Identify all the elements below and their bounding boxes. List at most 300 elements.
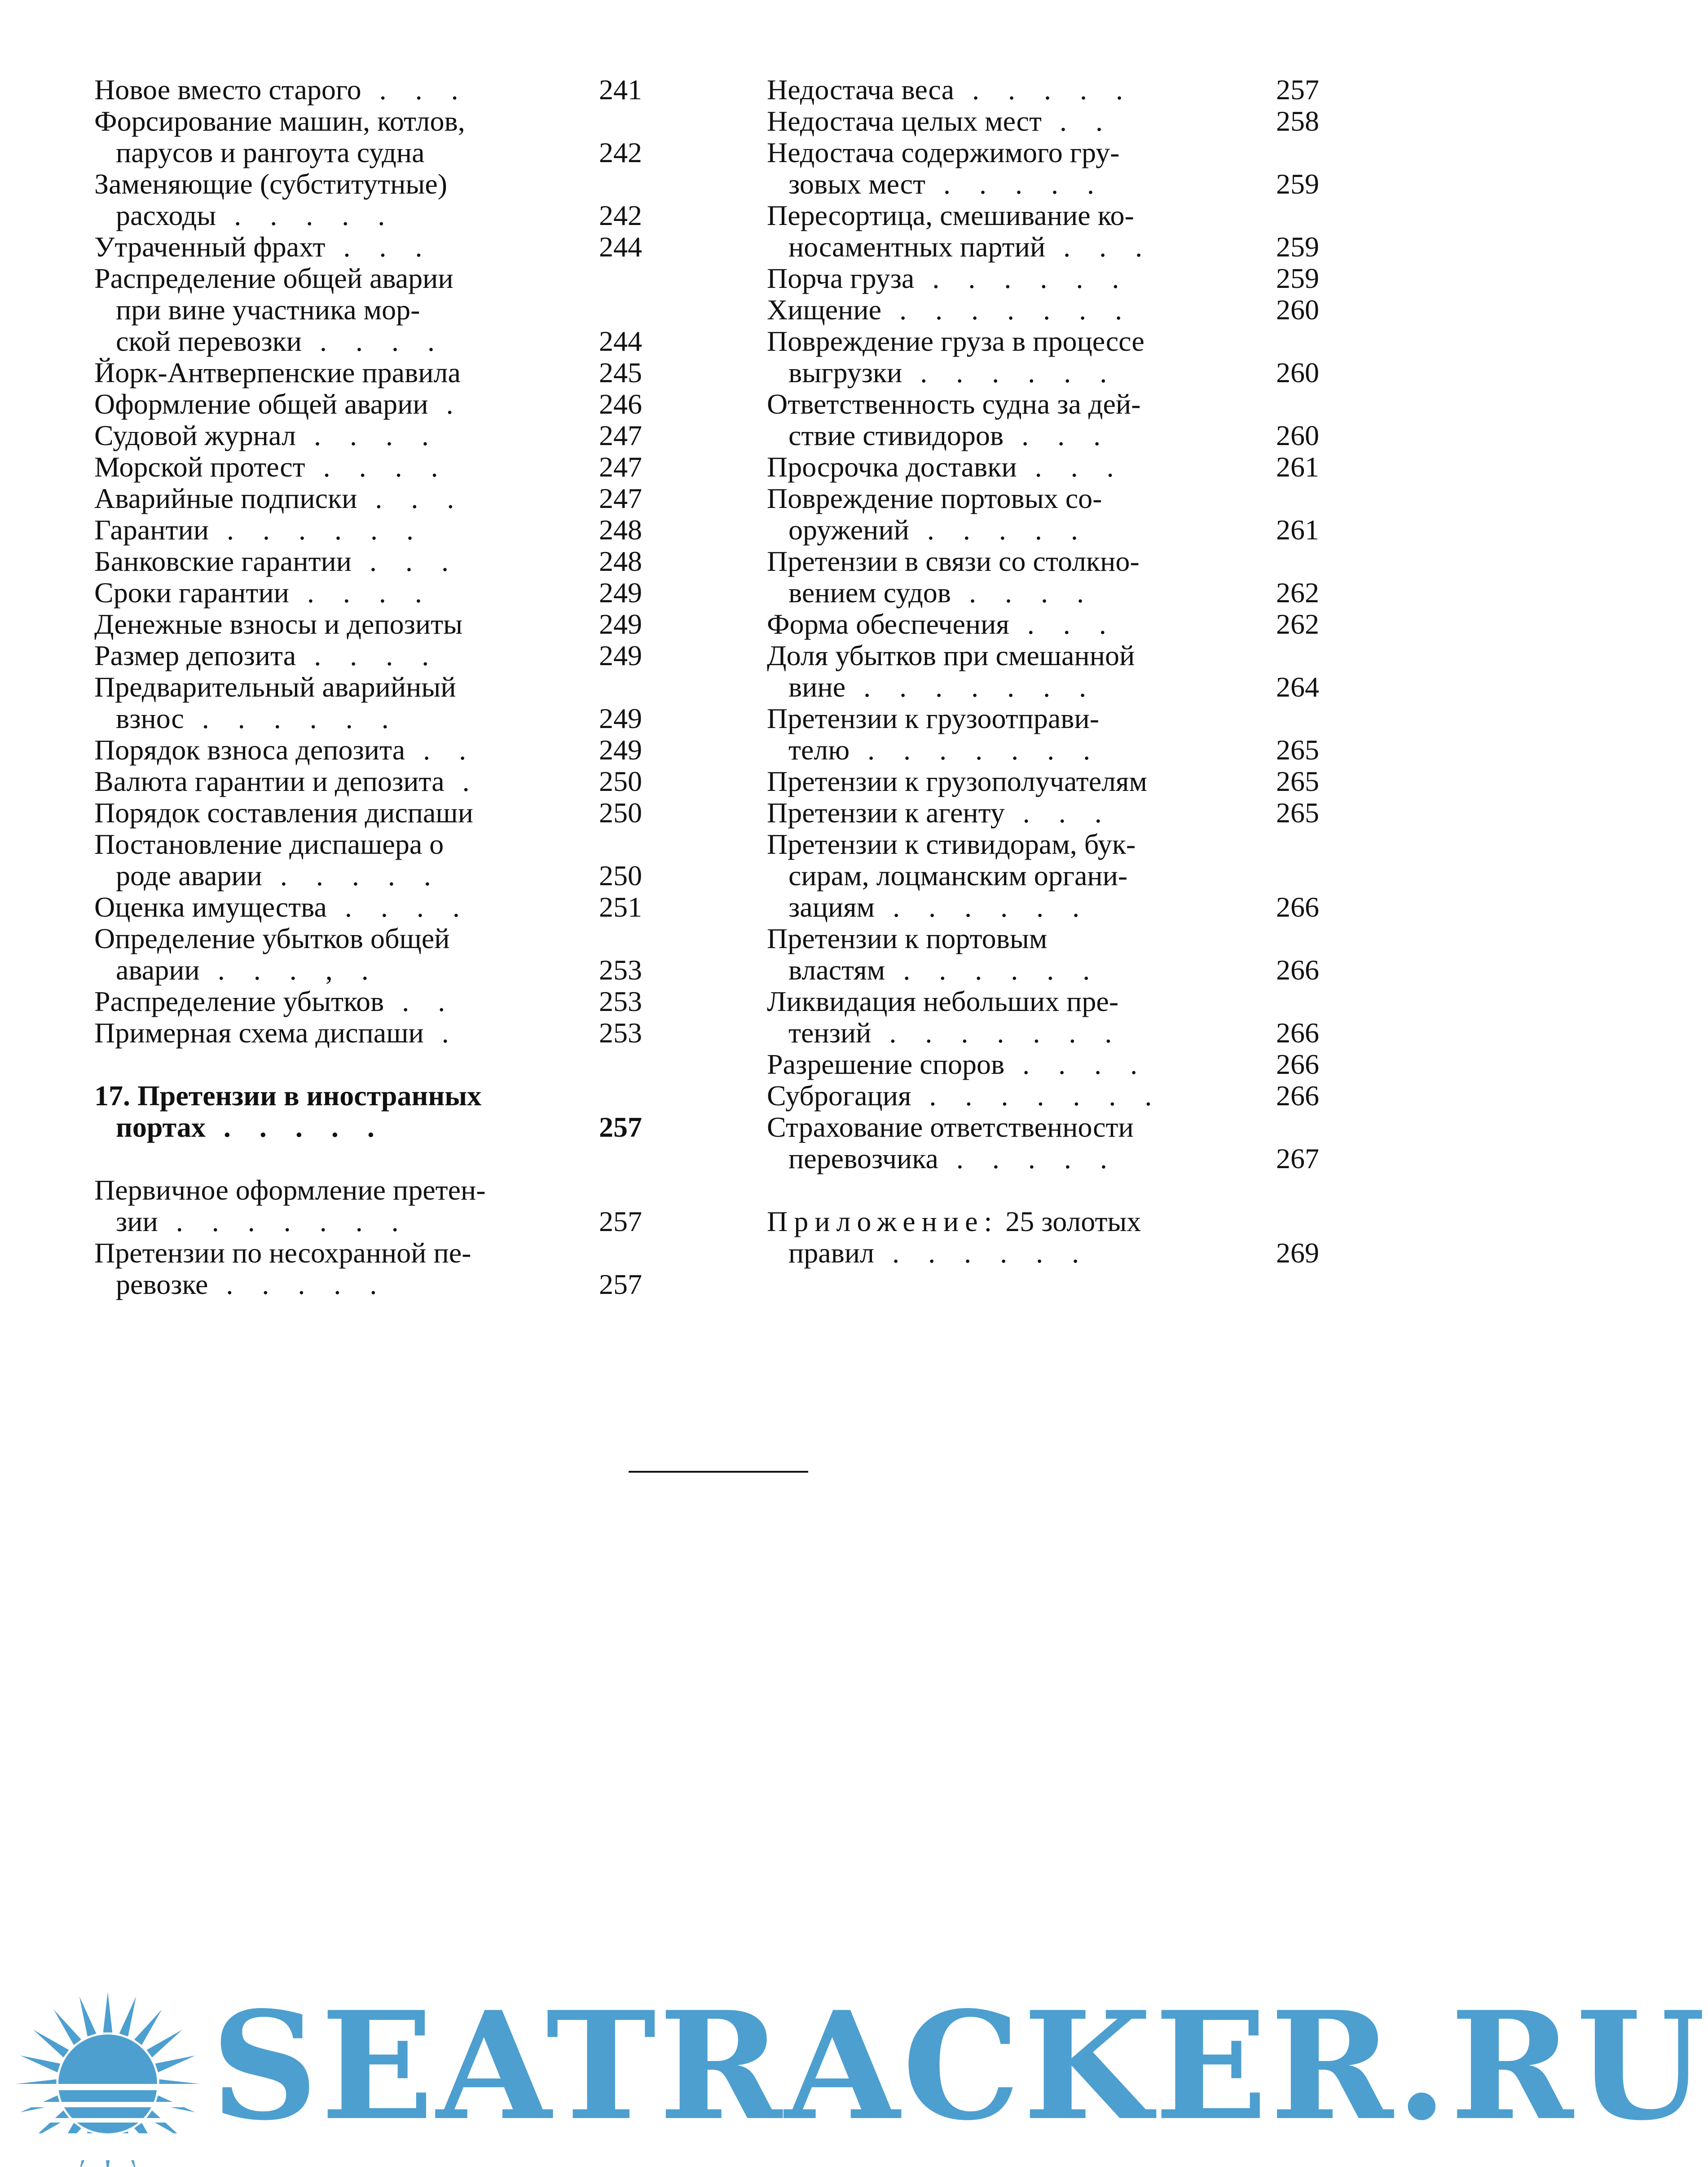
toc-page-number: 269 xyxy=(1276,1237,1319,1269)
toc-entry xyxy=(94,609,642,640)
toc-entry-line: Морской протест xyxy=(94,451,305,483)
toc-page-number: 249 xyxy=(599,577,642,609)
toc-page-number: 257 xyxy=(599,1205,642,1237)
toc-entry-last-line xyxy=(767,577,1234,609)
toc-entry-last-line xyxy=(767,609,1234,640)
toc-entry-last-line xyxy=(94,420,557,451)
toc-page-number: 266 xyxy=(1276,954,1319,986)
toc-entry-last-line xyxy=(767,954,1234,986)
toc-entry-line: Просрочка доставки xyxy=(767,451,1017,483)
toc-entry-line: властям xyxy=(788,954,885,986)
toc-entry xyxy=(767,609,1319,640)
toc-entry-title xyxy=(767,74,1252,106)
toc-page-number: 250 xyxy=(599,797,642,829)
toc-page-number: 244 xyxy=(599,325,642,357)
toc-entry xyxy=(767,137,1319,200)
toc-entry-title xyxy=(94,577,575,609)
leader-dots: . . xyxy=(384,985,456,1017)
sun-ray xyxy=(155,2056,195,2073)
leader-dots: . . . , . xyxy=(199,954,379,986)
toc-entry-last-line xyxy=(94,954,557,986)
toc-entry-line: Предварительный аварийный xyxy=(94,671,456,703)
toc-entry-line: зии xyxy=(116,1205,158,1237)
toc-entry-last-line xyxy=(767,451,1234,483)
toc-entry-title xyxy=(767,640,1252,703)
toc-entry-line: Первичное оформление претен- xyxy=(94,1174,486,1206)
toc-page-number: 266 xyxy=(1276,891,1319,923)
leader-dots: . . . . . . xyxy=(902,357,1118,388)
toc-entry-title xyxy=(94,388,575,420)
toc-entry-title xyxy=(94,766,575,797)
leader-dots: . . . xyxy=(352,545,460,577)
toc-entry-last-line xyxy=(94,577,557,609)
toc-entry-title xyxy=(94,514,575,546)
toc-entry-line: Йорк-Антверпенские правила xyxy=(94,357,461,388)
toc-entry-line: 17. Претензии в иностранных xyxy=(94,1080,482,1112)
toc-entry-title xyxy=(767,797,1252,829)
toc-entry-last-line xyxy=(767,892,1234,923)
toc-page-number: 266 xyxy=(1276,1048,1319,1080)
toc-entry-title xyxy=(94,451,575,483)
toc-entry-line: Хищение xyxy=(767,294,882,326)
sun-ray xyxy=(33,2030,69,2058)
toc-entry-line: Порча груза xyxy=(767,262,915,294)
leader-dots: . . . xyxy=(325,231,433,263)
toc-entry-last-line xyxy=(767,1143,1234,1174)
toc-entry-line: ревозке xyxy=(116,1268,208,1300)
leader-dots: . . . . xyxy=(305,451,449,483)
toc-entry-last-line xyxy=(767,74,1234,106)
toc-page-number: 267 xyxy=(1276,1143,1319,1174)
toc-entry xyxy=(94,766,642,797)
leader-dots: . . xyxy=(1042,105,1114,137)
toc-entry xyxy=(767,546,1319,609)
toc-page-number: 266 xyxy=(1276,1017,1319,1049)
toc-page-number: 249 xyxy=(599,608,642,640)
toc-entry-title xyxy=(767,451,1252,483)
toc-entry xyxy=(94,1174,642,1237)
toc-entry-title xyxy=(94,1237,575,1300)
toc-entry-last-line xyxy=(767,231,1234,263)
leader-dots: . xyxy=(423,1017,460,1049)
toc-page-number: 261 xyxy=(1276,451,1319,483)
toc-entry-line: Размер депозита xyxy=(94,640,296,671)
spacer xyxy=(767,1174,1319,1206)
toc-entry-last-line xyxy=(767,106,1234,137)
toc-entry xyxy=(94,829,642,892)
leader-dots: . . . . . . xyxy=(875,891,1091,923)
toc-entry-title xyxy=(767,137,1252,200)
toc-page-number: 264 xyxy=(1276,671,1319,703)
toc-entry xyxy=(94,577,642,609)
leader-dots: . . . . . xyxy=(938,1143,1118,1174)
toc-entry-line: Порядок составления диспаши xyxy=(94,797,473,829)
sun-logo-icon xyxy=(13,1972,202,2160)
toc-entry-line: перевозчика xyxy=(788,1143,938,1174)
toc-entry xyxy=(94,74,642,106)
toc-entry xyxy=(767,797,1319,829)
leader-dots: . . . . . xyxy=(205,1111,385,1143)
toc-entry-title xyxy=(767,766,1252,797)
toc-entry-title xyxy=(94,106,575,168)
toc-page-number: 245 xyxy=(599,357,642,388)
leader-dots: . . . xyxy=(1045,231,1153,263)
leader-dots: . . . . xyxy=(301,325,445,357)
toc-entry-title xyxy=(767,1206,1252,1269)
toc-entry-line: Претензии к агенту xyxy=(767,797,1005,829)
toc-entry xyxy=(94,357,642,388)
sun-ray xyxy=(134,2009,162,2045)
toc-entry-last-line xyxy=(94,860,557,892)
toc-entry-line: Примерная схема диспаши xyxy=(94,1017,424,1049)
leader-dots: . . . . . xyxy=(216,199,396,231)
toc-entry-line: Распределение убытков xyxy=(94,985,384,1017)
toc-entry xyxy=(94,420,642,451)
toc-entry-line: Форма обеспечения xyxy=(767,608,1009,640)
toc-entry-last-line xyxy=(767,294,1234,326)
sun-ray xyxy=(79,1996,97,2036)
toc-entry-line: Банковские гарантии xyxy=(94,545,352,577)
toc-entry-title xyxy=(94,829,575,892)
leader-dots: . . . . . . xyxy=(184,702,400,734)
toc-entry-last-line xyxy=(94,74,557,106)
toc-entry-line: Разрешение споров xyxy=(767,1048,1005,1080)
toc-page-number: 253 xyxy=(599,1017,642,1049)
toc-entry-line: Сроки гарантии xyxy=(94,577,289,609)
toc-entry-title xyxy=(767,200,1252,263)
toc-entry-line: ской перевозки xyxy=(116,325,302,357)
toc-entry-last-line xyxy=(94,200,557,231)
toc-entry-title xyxy=(94,231,575,263)
toc-entry-line: аварии xyxy=(116,954,200,986)
toc-page-number: 261 xyxy=(1276,514,1319,546)
toc-entry-line: оружений xyxy=(788,514,909,546)
toc-entry-line: при вине участника мор- xyxy=(116,294,420,326)
toc-entry xyxy=(767,451,1319,483)
toc-entry xyxy=(767,766,1319,797)
leader-dots: . . . . xyxy=(951,577,1095,609)
toc-entry-last-line xyxy=(94,451,557,483)
toc-entry-line: Недостача содержимого гру- xyxy=(767,137,1120,168)
toc-page-number: 262 xyxy=(1276,608,1319,640)
toc-entry-line: Аварийные подписки xyxy=(94,482,357,514)
toc-entry xyxy=(767,263,1319,294)
leader-dots: . . . . . . xyxy=(885,954,1101,986)
toc-entry-title xyxy=(94,609,575,640)
toc-entry-line: Суброгация xyxy=(767,1080,911,1112)
leader-dots: . . . . xyxy=(1004,1048,1149,1080)
toc-page-number: 253 xyxy=(599,985,642,1017)
toc-entry xyxy=(94,1237,642,1300)
toc-right-column xyxy=(767,74,1319,1269)
toc-entry-last-line xyxy=(767,1049,1234,1080)
toc-entry-line: Повреждение портовых со- xyxy=(767,482,1102,514)
toc-entry-title xyxy=(767,1049,1252,1080)
toc-entry-last-line xyxy=(767,1080,1234,1112)
toc-entry xyxy=(94,451,642,483)
toc-page-number: 260 xyxy=(1276,294,1319,326)
toc-page-number: 259 xyxy=(1276,262,1319,294)
toc-entry-title xyxy=(94,923,575,986)
toc-entry-line: портах xyxy=(116,1111,206,1143)
toc-entry-title xyxy=(767,483,1252,546)
toc-entry-last-line xyxy=(94,986,557,1017)
toc-entry-line: Пересортица, смешивание ко- xyxy=(767,199,1134,231)
leader-dots: . . . . . . xyxy=(208,514,424,546)
toc-entry-line xyxy=(767,1206,1234,1237)
toc-entry xyxy=(94,797,642,829)
toc-entry xyxy=(767,294,1319,326)
toc-entry-last-line xyxy=(94,734,557,766)
toc-entry xyxy=(94,231,642,263)
leader-dots: . . . xyxy=(1004,797,1113,829)
toc-page-number: 266 xyxy=(1276,1080,1319,1112)
toc-entry-title xyxy=(767,923,1252,986)
leader-dots: . . . xyxy=(1017,451,1125,483)
toc-entry xyxy=(767,640,1319,703)
toc-page-number: 251 xyxy=(599,891,642,923)
toc-entry-line: зовых мест xyxy=(788,168,925,200)
toc-entry-title xyxy=(767,263,1252,294)
toc-entry-line: ствие стивидоров xyxy=(788,419,1004,451)
toc-entry xyxy=(94,986,642,1017)
toc-entry-line: Претензии к портовым xyxy=(767,922,1048,954)
toc-entry-line: Определение убытков общей xyxy=(94,922,450,954)
leader-dots: . . . . . xyxy=(262,860,442,892)
toc-entry xyxy=(94,263,642,357)
toc-entry-last-line xyxy=(767,1017,1234,1049)
toc-entry xyxy=(767,326,1319,388)
toc-entry xyxy=(767,829,1319,923)
toc-entry-title xyxy=(767,986,1252,1049)
toc-page-number: 249 xyxy=(599,640,642,671)
toc-entry xyxy=(94,1017,642,1049)
toc-page-number: 257 xyxy=(599,1111,642,1143)
toc-entry-last-line xyxy=(767,263,1234,294)
toc-page-number: 241 xyxy=(599,74,642,106)
leader-dots: . . . . . . xyxy=(874,1237,1090,1269)
toc-entry-line: Порядок взноса депозита xyxy=(94,734,405,766)
toc-entry-title xyxy=(94,797,575,829)
toc-page-number: 257 xyxy=(1276,74,1319,106)
toc-page-number: 250 xyxy=(599,860,642,892)
toc-entry-last-line xyxy=(94,1206,557,1237)
toc-page-number: 248 xyxy=(599,545,642,577)
toc-entry-line: Денежные взносы и депозиты xyxy=(94,608,463,640)
toc-entry-title xyxy=(94,734,575,766)
toc-page-number: 249 xyxy=(599,734,642,766)
toc-entry xyxy=(94,388,642,420)
toc-entry-title xyxy=(767,1112,1252,1174)
spacer xyxy=(94,1049,642,1080)
toc-entry-last-line xyxy=(94,1112,557,1143)
toc-page-number: 242 xyxy=(599,137,642,168)
watermark xyxy=(0,1958,1708,2167)
toc-entry-line: Недостача веса xyxy=(767,74,954,106)
toc-entry-last-line xyxy=(94,892,557,923)
toc-entry-title xyxy=(767,106,1252,137)
toc-entry xyxy=(767,483,1319,546)
toc-entry-line: выгрузки xyxy=(788,357,902,388)
leader-dots: . . . . xyxy=(289,577,433,609)
appendix-label: Приложение: xyxy=(767,1205,999,1237)
toc-entry-last-line xyxy=(94,483,557,514)
toc-page-number: 259 xyxy=(1276,231,1319,263)
sun-ray xyxy=(119,1996,136,2036)
chapter-heading xyxy=(94,1080,642,1143)
leader-dots: . . . . . . . xyxy=(881,294,1133,326)
toc-entry-line: Страхование ответственности xyxy=(767,1111,1134,1143)
toc-entry-title xyxy=(94,263,575,357)
toc-entry xyxy=(94,514,642,546)
toc-entry-last-line xyxy=(94,1269,557,1300)
leader-dots: . . . . . . xyxy=(914,262,1130,294)
leader-dots: . . . . . . . xyxy=(850,734,1101,766)
toc-entry-line: Распределение общей аварии xyxy=(94,262,453,294)
toc-entry-last-line xyxy=(767,357,1234,388)
toc-page-number: 265 xyxy=(1276,765,1319,797)
toc-entry xyxy=(94,483,642,514)
toc-entry-line: тензий xyxy=(788,1017,872,1049)
leader-dots: . . xyxy=(405,734,477,766)
leader-dots: . . . . . xyxy=(909,514,1089,546)
toc-entry xyxy=(94,106,642,168)
leader-dots: . . . . xyxy=(326,891,471,923)
toc-entry-title xyxy=(767,829,1252,923)
toc-entry-line: Повреждение груза в процессе xyxy=(767,325,1145,357)
leader-dots: . . . . . . . xyxy=(158,1205,409,1237)
toc-entry-last-line xyxy=(767,514,1234,546)
toc-entry xyxy=(767,986,1319,1049)
toc-entry-last-line xyxy=(767,797,1234,829)
toc-entry-title xyxy=(94,74,575,106)
toc-entry-line: Судовой журнал xyxy=(94,419,296,451)
toc-entry-line: Новое вместо старого xyxy=(94,74,361,106)
sun-ray xyxy=(147,2030,182,2058)
toc-entry xyxy=(767,388,1319,451)
toc-page-number: 247 xyxy=(599,419,642,451)
toc-entry-line: вине xyxy=(788,671,846,703)
toc-entry-line: Претензии в связи со столкно- xyxy=(767,545,1140,577)
toc-page-number: 258 xyxy=(1276,105,1319,137)
toc-entry-title xyxy=(767,1080,1252,1112)
toc-entry-line: Недостача целых мест xyxy=(767,105,1042,137)
leader-dots: . xyxy=(444,765,480,797)
toc-page-number: 260 xyxy=(1276,357,1319,388)
toc-entry-last-line xyxy=(94,514,557,546)
sun-ray xyxy=(54,2009,82,2045)
toc-entry-line: Доля убытков при смешанной xyxy=(767,640,1135,671)
end-rule xyxy=(629,1471,808,1473)
toc-entry xyxy=(767,200,1319,263)
toc-entry-line: Претензии к грузополучателям xyxy=(767,765,1147,797)
toc-entry-title xyxy=(767,388,1252,451)
leader-dots: . . . xyxy=(1004,419,1112,451)
toc-entry-line: Ликвидация небольших пре- xyxy=(767,985,1119,1017)
sun-ray xyxy=(103,1992,113,2033)
toc-entry-title xyxy=(767,609,1252,640)
toc-page-number: 265 xyxy=(1276,797,1319,829)
leader-dots: . . . xyxy=(357,482,465,514)
toc-entry-line: Гарантии xyxy=(94,514,209,546)
toc-entry-title xyxy=(767,546,1252,609)
toc-page-number: 250 xyxy=(599,765,642,797)
toc-page-number: 260 xyxy=(1276,419,1319,451)
toc-entry-title xyxy=(94,546,575,577)
toc-entry-line: Форсирование машин, котлов, xyxy=(94,105,465,137)
toc-entry-line: взнос xyxy=(116,702,184,734)
toc-entry-title xyxy=(94,420,575,451)
leader-dots: . . . . . xyxy=(954,74,1134,106)
toc-page-number: 265 xyxy=(1276,734,1319,766)
leader-dots: . . . . . . . xyxy=(911,1080,1163,1112)
toc-entry-line: Ответственность судна за дей- xyxy=(767,388,1141,420)
toc-entry-last-line xyxy=(767,671,1234,703)
spacer xyxy=(94,1143,642,1174)
leader-dots: . . . xyxy=(1009,608,1117,640)
toc-entry xyxy=(767,1049,1319,1080)
toc-entry xyxy=(767,1112,1319,1174)
toc-entry-line: Утраченный фрахт xyxy=(94,231,326,263)
toc-entry-last-line xyxy=(94,388,557,420)
toc-entry-line: телю xyxy=(788,734,850,766)
toc-page-number: 247 xyxy=(599,482,642,514)
toc-entry-title xyxy=(94,671,575,734)
toc-entry-line: Валюта гарантии и депозита xyxy=(94,765,445,797)
toc-entry xyxy=(94,640,642,671)
toc-entry-line: Претензии к стивидорам, бук- xyxy=(767,828,1136,860)
toc-entry-last-line xyxy=(94,546,557,577)
toc-entry xyxy=(94,546,642,577)
toc-entry-line: роде аварии xyxy=(116,860,262,892)
toc-entry-line: вением судов xyxy=(788,577,951,609)
toc-entry xyxy=(767,106,1319,137)
toc-page-number: 253 xyxy=(599,954,642,986)
toc-entry-last-line xyxy=(94,766,557,797)
toc-entry xyxy=(94,734,642,766)
toc-entry-title xyxy=(767,294,1252,326)
toc-left-column xyxy=(94,74,642,1300)
toc-entry xyxy=(94,168,642,231)
toc-entry-line: Претензии к грузоотправи- xyxy=(767,702,1099,734)
toc-entry xyxy=(94,671,642,734)
toc-entry-title xyxy=(94,1080,575,1143)
toc-page-number: 248 xyxy=(599,514,642,546)
leader-dots: . . . . . . . xyxy=(871,1017,1123,1049)
leader-dots: . . . . xyxy=(296,640,440,671)
toc-page-number: 246 xyxy=(599,388,642,420)
leader-dots: . . . . . xyxy=(925,168,1105,200)
toc-page-number: 249 xyxy=(599,702,642,734)
toc-entry-line: парусов и рангоута судна xyxy=(116,137,425,168)
toc-entry-title xyxy=(767,703,1252,766)
toc-entry xyxy=(767,1080,1319,1112)
toc-entry-title xyxy=(94,892,575,923)
toc-entry-title xyxy=(94,483,575,514)
appendix-entry xyxy=(767,1206,1319,1269)
toc-entry-last-line xyxy=(767,734,1234,766)
toc-entry-last-line xyxy=(94,326,557,357)
leader-dots: . . . . xyxy=(296,419,440,451)
toc-page-number: 262 xyxy=(1276,577,1319,609)
toc-entry-last-line xyxy=(94,1017,557,1049)
toc-entry xyxy=(767,923,1319,986)
toc-entry-line: Оценка имущества xyxy=(94,891,327,923)
toc-entry-line: правил xyxy=(788,1237,875,1269)
toc-entry-line: Постановление диспашера о xyxy=(94,828,444,860)
toc-entry-line: сирам, лоцманским органи- xyxy=(788,860,1128,892)
toc-entry-line: зациям xyxy=(788,891,875,923)
